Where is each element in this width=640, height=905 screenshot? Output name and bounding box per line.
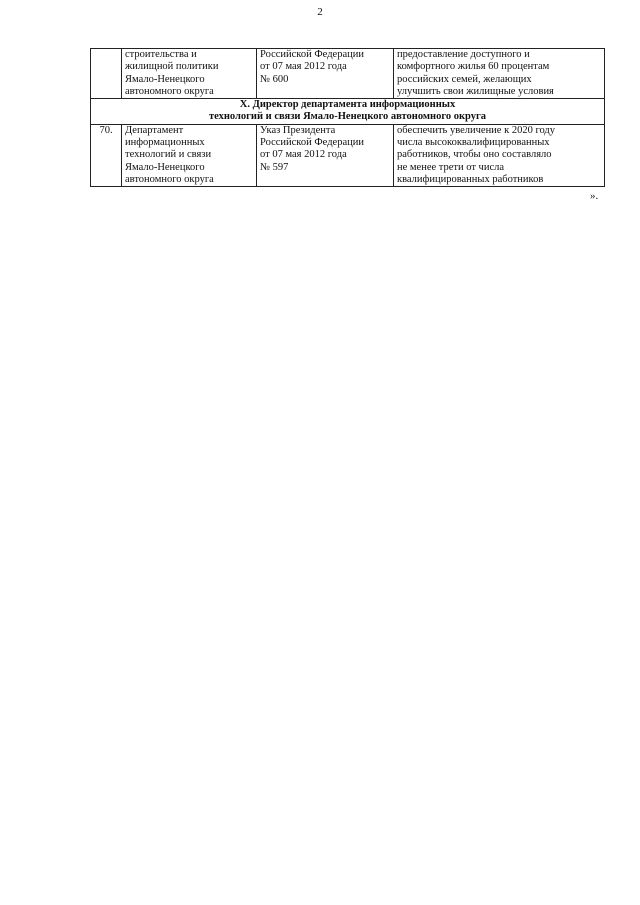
targets-table	[90, 48, 605, 187]
organization-line: жилищной политики	[125, 61, 219, 73]
section-heading-line: X. Директор департамента информационных	[239, 99, 456, 111]
table-row-continuation	[91, 49, 605, 99]
target-indicator-line: обеспечить увеличение к 2020 году	[397, 124, 556, 136]
legal-basis-line: от 07 мая 2012 года	[260, 149, 347, 161]
legal-basis-cell	[257, 124, 394, 186]
target-indicator-line: комфортного жилья 60 процентам	[397, 61, 550, 73]
target-indicator-cell	[394, 49, 605, 99]
legal-basis-line: Указ Президента	[260, 124, 336, 136]
closing-quote-mark: ».	[590, 190, 599, 202]
organization-line: строительства и	[125, 49, 197, 60]
legal-basis-line: Российской Федерации	[260, 137, 364, 149]
target-indicator-line: квалифицированных работников	[397, 173, 544, 185]
target-indicator-line: российских семей, желающих	[397, 73, 532, 85]
target-indicator-line: работников, чтобы оно составляло	[397, 149, 552, 161]
legal-basis-line: № 600	[260, 73, 289, 85]
organization-cell	[122, 49, 257, 99]
legal-basis-line: Российской Федерации	[260, 49, 364, 60]
section-heading-row	[91, 99, 605, 125]
section-heading	[91, 99, 605, 125]
legal-basis-cell	[257, 49, 394, 99]
organization-line: автономного округа	[125, 173, 214, 185]
organization-cell	[122, 124, 257, 186]
target-indicator-line: улучшить свои жилищные условия	[397, 85, 554, 97]
legal-basis-line: от 07 мая 2012 года	[260, 61, 347, 73]
target-indicator-cell	[394, 124, 605, 186]
target-indicator-line: предоставление доступного и	[397, 49, 530, 60]
section-heading-line: технологий и связи Ямало-Ненецкого автономного округа	[209, 111, 486, 123]
organization-line: Ямало-Ненецкого	[125, 161, 205, 173]
organization-line: технологий и связи	[125, 149, 212, 161]
legal-basis-line: № 597	[260, 161, 289, 173]
page-number: 2	[317, 6, 323, 18]
row-number-cell	[91, 49, 122, 99]
organization-line: информационных	[125, 137, 205, 149]
row-number-cell: 70.	[91, 124, 122, 186]
target-indicator-line: не менее трети от числа	[397, 161, 505, 173]
organization-line: Департамент	[125, 124, 184, 136]
organization-line: Ямало-Ненецкого	[125, 73, 205, 85]
organization-line: автономного округа	[125, 85, 214, 97]
table-row-70	[91, 124, 605, 186]
target-indicator-line: числа высококвалифицированных	[397, 137, 550, 149]
